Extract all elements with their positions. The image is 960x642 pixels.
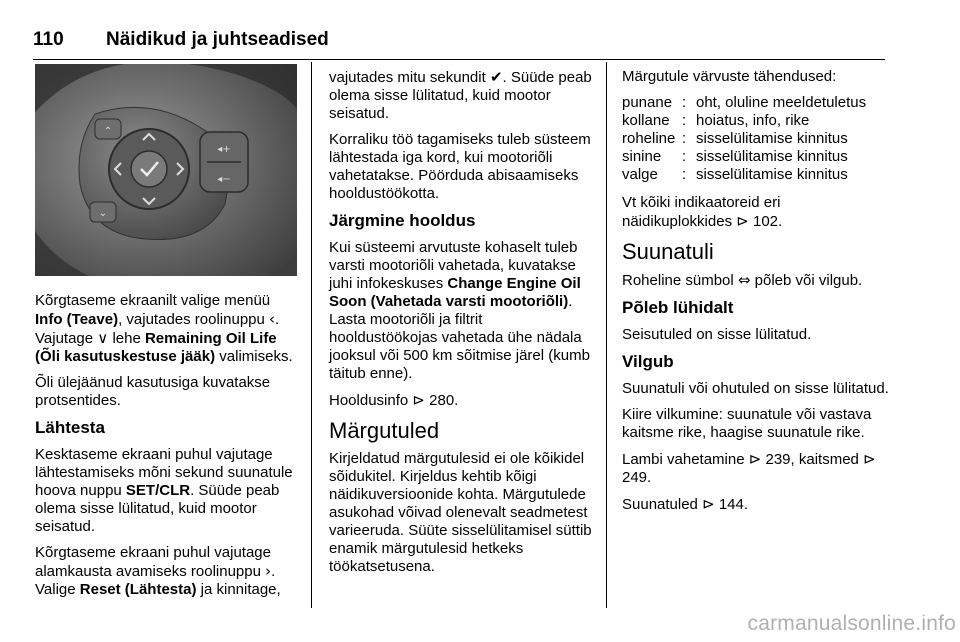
- text: valimiseks.: [219, 348, 293, 365]
- text: . Süüde peab olema sisse lülitatud, kuid mootor seisatud.: [35, 482, 280, 535]
- text: Kui süsteemi arvutuste kohaselt tuleb varsti mootoriõli vahetada, kuvatakse juhi infokeskuses: [329, 239, 578, 292]
- svg-text:⌃: ⌃: [103, 126, 113, 137]
- color-name: sinine: [622, 148, 662, 165]
- page-reference: 280.: [429, 392, 459, 409]
- menu-label-reset: Reset (Lähtesta): [79, 581, 197, 598]
- color-meaning: sisselülitamise kinnitus: [696, 148, 848, 165]
- text: Kõrgtaseme ekraani puhul vajutage alamkausta avamiseks roolinuppu: [35, 544, 271, 580]
- color-meaning: oht, oluline meeldetuletus: [696, 94, 867, 111]
- text: vajutades mitu sekundit: [329, 69, 486, 86]
- page-header: [33, 27, 885, 60]
- text: ja kinnitage,: [200, 581, 281, 598]
- page-reference: 102.: [753, 213, 783, 230]
- svg-text:⌄: ⌄: [98, 208, 108, 219]
- text: , vajutades roolinuppu: [118, 311, 265, 328]
- page-reference: 239, kaitsmed: [765, 451, 859, 468]
- text: . Süüde peab olema sisse lülitatud, kuid mootor seisatud.: [329, 69, 592, 122]
- running-title: Näidikud ja juhtseadised: [106, 29, 329, 50]
- separator: :: [682, 112, 687, 129]
- heading-flashing: Vilgub: [622, 352, 674, 371]
- paragraph-next-service: [329, 239, 594, 383]
- paragraph-confirm: [329, 68, 594, 123]
- text: . Vajutage: [35, 311, 280, 347]
- separator: :: [682, 94, 687, 111]
- heading-warning-lights: Märgutuled: [329, 418, 440, 443]
- heading-reset: Lähtesta: [35, 418, 105, 437]
- table-row: [622, 166, 866, 184]
- svg-text:◂+: ◂+: [217, 144, 231, 155]
- heading-next-service: Järgmine hooldus: [329, 211, 476, 230]
- text: põleb või vilgub.: [754, 272, 863, 289]
- text: Roheline sümbol: [622, 272, 734, 289]
- separator: :: [682, 148, 687, 165]
- paragraph-reset-high: [35, 544, 297, 599]
- text: . Lasta mootoriõli ja filtrit hooldustöökojas vahetada ühe nädala jooksul või 500 km sõitmise järel (kumb täitub enne).: [329, 293, 590, 382]
- paragraph-turn-symbol: [622, 271, 890, 290]
- message-change-oil-soon: Change Engine Oil Soon (Vahetada varsti mootoriõli): [329, 275, 581, 310]
- column-1: [35, 292, 297, 607]
- table-row: [622, 94, 866, 112]
- page-reference-icon: ⊳: [412, 391, 425, 409]
- text: Suunatuled: [622, 496, 698, 513]
- button-label-set-clr: SET/CLR: [125, 482, 191, 499]
- page-reference-icon: ⊳: [748, 450, 762, 468]
- page-reference: 249.: [622, 469, 652, 486]
- paragraph-menu-info: [35, 292, 297, 366]
- paragraph-turn-signals-ref: [622, 495, 890, 514]
- column-3: [622, 68, 890, 522]
- chevron-right-icon: ›: [265, 562, 272, 580]
- color-name: kollane: [622, 112, 670, 129]
- table-row: [622, 148, 866, 166]
- paragraph-bulb-fuses: [622, 450, 890, 487]
- page-reference-icon: ⊳: [863, 450, 876, 468]
- check-icon: ✔: [489, 68, 503, 86]
- color-meaning: sisselülitamise kinnitus: [696, 166, 848, 183]
- heading-lit-briefly: Põleb lühidalt: [622, 298, 734, 317]
- paragraph-oil-percent: Õli ülejäänud kasutusiga kuvatakse protsentides.: [35, 374, 271, 409]
- text: lehe: [112, 330, 141, 347]
- steering-wheel-controls-illustration: [35, 64, 297, 276]
- page-reference: 144.: [718, 496, 749, 513]
- paragraph-reset-mid: [35, 446, 297, 536]
- menu-label-info: Info (Teave): [35, 311, 119, 328]
- paragraph-fast-flashing: Kiire vilkumine: suunatule või vastava kaitsme rike, haagise suunatule rike.: [622, 406, 872, 441]
- chevron-left-icon: ‹: [269, 310, 276, 328]
- page-reference-icon: ⊳: [702, 495, 715, 513]
- text: Lambi vahetamine: [622, 451, 745, 468]
- page-number: 110: [33, 29, 64, 50]
- text: Kõrgtaseme ekraanilt valige menüü: [35, 292, 271, 309]
- watermark: carmanualsonline.info: [747, 612, 956, 635]
- table-row: [622, 112, 866, 130]
- table-row: [622, 130, 866, 148]
- separator: :: [682, 130, 687, 147]
- color-name: valge: [622, 166, 658, 183]
- heading-turn-signal: Suunatuli: [622, 239, 714, 264]
- column-2: [329, 68, 594, 584]
- column-divider-2: [606, 62, 607, 608]
- svg-text:◂−: ◂−: [217, 174, 231, 185]
- color-name: roheline: [622, 130, 676, 147]
- color-meaning: sisselülitamise kinnitus: [696, 130, 848, 147]
- paragraph-service-info: [329, 391, 594, 410]
- page-reference-icon: ⊳: [736, 212, 749, 230]
- paragraph-parking-lights: Seisutuled on sisse lülitatud.: [622, 326, 812, 343]
- text: Vt kõiki indikaatoreid eri näidikuplokkides: [622, 194, 781, 230]
- color-meaning-table: [622, 94, 866, 184]
- color-meaning: hoiatus, info, rike: [696, 112, 810, 129]
- paragraph-reset-note: Korraliku töö tagamiseks tuleb süsteem lähtestada iga kord, kui mootoriõli vahetatakse. Pöörduda abisaamiseks hooldustöökotta.: [329, 131, 591, 202]
- paragraph-warning-lights: Kirjeldatud märgutulesid ei ole kõikidel sõidukitel. Kirjeldus kehtib kõigi näidikuversioonide kohta. Märgutulede asukohad võivad olenevalt seadmetest varieeruda. Süüte sisselülitamisel süttib enamik märgutulesid hetkeks töökatsetusena.: [329, 450, 592, 575]
- paragraph-see-indicators: [622, 194, 890, 231]
- paragraph-color-meanings: Märgutule värvuste tähendused:: [622, 68, 837, 85]
- text: Kesktaseme ekraani puhul vajutage lähtestamiseks mõni sekund suunatule hoova nuppu: [35, 446, 293, 499]
- turn-signal-icon: ⇔: [737, 271, 751, 289]
- chevron-down-icon: ∨: [97, 329, 109, 347]
- text: Hooldusinfo: [329, 392, 409, 409]
- text: . Valige: [35, 563, 276, 598]
- paragraph-flashing: Suunatuli või ohutuled on sisse lülitatud.: [622, 380, 889, 397]
- column-divider-1: [311, 62, 312, 608]
- menu-label-remaining-oil-life: Remaining Oil Life (Õli kasutuskestuse jääk): [35, 330, 277, 365]
- color-name: punane: [622, 94, 673, 111]
- separator: :: [682, 166, 687, 183]
